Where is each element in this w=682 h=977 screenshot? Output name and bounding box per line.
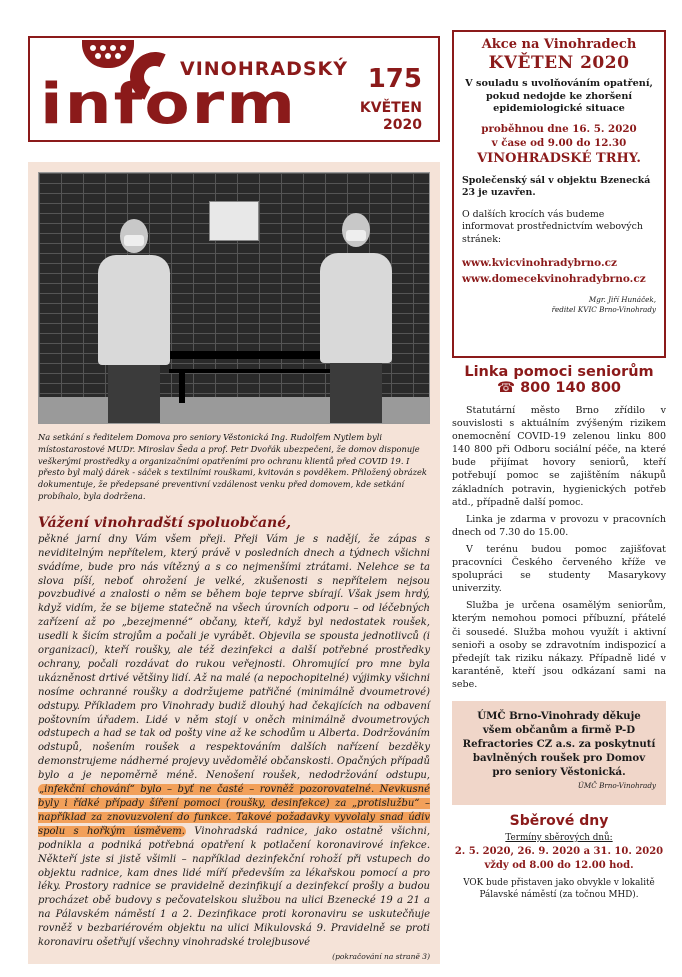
collection-subtitle: Termíny sběrových dnů: <box>505 832 613 843</box>
link-domecek[interactable]: www.domecekvinohradybrno.cz <box>462 273 646 285</box>
collection-note: VOK bude přistaven jako obvykle v lokalitě Pálavské náměstí (za točnou MHD). <box>463 877 655 900</box>
events-title: Akce na Vinohradech <box>481 37 637 52</box>
helpline-title: Linka pomoci seniorům <box>464 364 654 380</box>
brand-top: VINOHRADSKÝ <box>180 58 349 80</box>
events-intro: V souladu s uvolňováním opatření, pokud nedojde ke zhoršení epidemiologické situace <box>465 78 653 114</box>
events-box <box>452 30 666 358</box>
thanks-box <box>452 701 666 805</box>
highlighted-text: „infekční chování“ bylo – byť ne časté – rovněž pozorovatelné. Nevkusné byly i řídké případy šíření pomoci (roušky, desinfekce) za „protislužbu“ – například za znovuzvolení do funkce. Takové požadavky vyvolaly snad údiv spolu s hořkým úsměvem. <box>38 784 430 837</box>
links <box>462 255 656 287</box>
right-column <box>452 30 666 901</box>
meeting-photo <box>38 172 430 424</box>
link-kvic[interactable]: www.kvicvinohradybrno.cz <box>462 257 617 269</box>
continued-note: (pokračování na straně 3) <box>332 951 430 961</box>
thanks-text: ÚMČ Brno-Vinohrady děkuje všem občanům a firmě P-D Refractories CZ a.s. za poskytnutí bavlněných roušek pro Domov pro seniory Věstonická. <box>462 709 656 778</box>
events-month: KVĚTEN 2020 <box>488 53 630 73</box>
brand-main: inform <box>40 70 297 137</box>
hall-notice: Společenský sál v objektu Bzenecká 23 je uzavřen. <box>462 174 651 198</box>
main-article-box <box>28 162 440 964</box>
more-info: O dalších krocích vás budeme informovat prostřednictvím webových stránek: <box>462 208 643 245</box>
article-body: pěkné jarní dny Vám všem přeji. Přeji Vám je s nadějí, že zápas s neviditelným nepřítelem, který právě v posledních dnech a týdnech všichni svádíme, bude pro nás vítězný a s co nejmenšími ztrátami. Nelehce se ta slova píší, neboť ohrožení je velké, zkušenosti s nepřítelem nejsou povzbudivé a znalosti o něm se během boje teprve sbírají. Však jsem hrdý, když vidím, že se bijeme statečně na všech úrovních odporu – od léčebných zařízení až po „bezejmenné“ občany, kteří, když byl nedostatek roušek, usedli k šicím strojům a počali je vyrábět. Objevila se spousta jednotlivců (i organizací), kteří roušky, ale též dezinfekci a další potřebné prostředky ochrany, počali rozdávat do rukou veřejnosti. Ohromující pro mne byla ukázněnost drtivé většiny lidí. Až na malé (a nepochopitelné) výjimky všichni nosíme ochranné roušky a dodržujeme patřičné (minimálně dvoumetrové) odstupy. Příkladem pro Vinohrady budiž dlouhý had čekajících na odbavení poštovním úřadem. Lidé v něm stojí v oněch minimálně dvoumetrových odstupech a had se tak od pošty vine až ke schodům u Alberta. Dodržováním odstupů, nošením roušek a respektováním dalších nařízení bezděky demonstrujeme nádherné projevy uvědomělé občanskosti. Opačných případů bylo a je nepoměrně méně. Nenošení roušek, nedodržování odstupu, „infekční chování“ bylo – byť ne časté – rovněž pozorovatelné. Nevkusné byly i řídké případy šíření pomoci (roušky, desinfekce) za „protislužbu“ – například za znovuzvolení do funkce. Takové požadavky vyvolaly snad údiv spolu s hořkým úsměvem. Vinohradská radnice, jako ostatně všichni, podnikla a podniká potřebná opatření k potlačení koronavirové infekce. Někteří jste si jistě všimli – například dezinfekční rohoží při vstupech do objektu radnice, kam dnes lidé míří především za lékařskou pomocí a pro léky. Prostory radnice se pravidelně dezinfikují a dezinfekcí prošly a budou procházet obě budovy s pečovatelskou službou na ulici Bzenecké 19 a 21 a na Pálavském náměstí 1 a 2. Dezinfikace proti koronaviru se uskutečňuje rovněž v bezbariérovém objektu na ulici Mikulovská 9. Pravidelně se proti koronaviru ošetřují všechny vinohradské trolejbusové <box>38 533 431 949</box>
issue-number: 175 <box>367 64 422 94</box>
issue-month: KVĚTEN <box>359 100 422 116</box>
city-crest-logo <box>82 40 134 68</box>
helpline-phone: ☎ 800 140 800 <box>496 380 621 396</box>
events-date: proběhnou dne 16. 5. 2020 v čase od 9.00 do 12.30 <box>481 122 637 149</box>
issue-date <box>360 100 422 134</box>
masthead <box>28 36 440 142</box>
thanks-signature: ÚMČ Brno-Vinohrady <box>577 780 656 790</box>
collection-dates: 2. 5. 2020, 26. 9. 2020 a 31. 10. 2020 vždy od 8.00 do 12.00 hod. <box>454 845 664 871</box>
helpline-body: Statutární město Brno zřídilo v souvislosti s aktuálním zvýšeným rizikem onemocnění COVID-19 zelenou linku 800 140 800 při Odboru sociální péče, na které bude přijímat hovory seniorů, kteří potřebují pomoc se zajištěním nákupů základních potravin, hygienických potřeb atd., případně další pomoc. Linka je zdarma v provozu v pracovních dnech od 7.30 do 15.00. V terénu budou pomoc zajišťovat pracovníci Českého červeného kříže ve spolupráci se studenty Masarykovy univerzity. Služba je určena osamělým seniorům, kterým nemohou pomoci příbuzní, přátelé či sousedé. Služba mohou využít i aktivní senioři a osoby se zdravotním indispozicí a předejít tak riziku nákazy. Případně lidé v karanténě, kteří jsou odkázaní sami na sebe. <box>452 405 666 690</box>
events-signature: Mgr. Jiří Hunáček, ředitel KVIC Brno-Vinohrady <box>551 295 656 314</box>
events-name: VINOHRADSKÉ TRHY. <box>477 150 641 166</box>
photo-caption: Na setkání s ředitelem Domova pro seniory Věstonická Ing. Rudolfem Nytlem byli místostarostové MUDr. Miroslav Šeda a prof. Petr Dvořák ubezpečeni, že domov disponuje veškerými prostředky a organizačními opatřeními pro ochranu klientů před COVID 19. I přesto byl malý dárek - sáček s textilními rouškami, kvitován s povděkem. Přiložený obrázek dokumentuje, že předepsané preventivní vzdálenost venku před domovem, kde setkání probíhalo, byla dodržena. <box>38 432 427 501</box>
article-title: Vážení vinohradští spoluobčané, <box>38 514 291 531</box>
issue-year: 2020 <box>383 117 422 133</box>
collection-title: Sběrové dny <box>509 812 609 829</box>
